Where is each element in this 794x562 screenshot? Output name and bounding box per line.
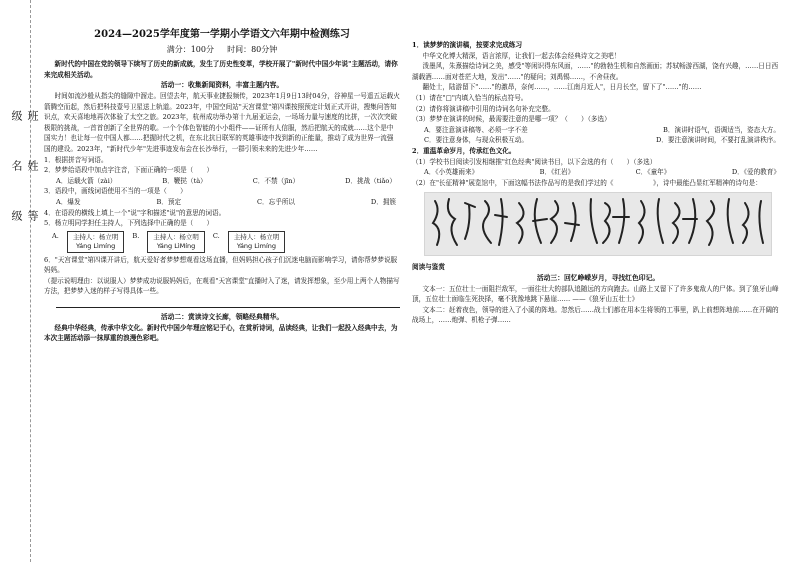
activity3-heading: 活动三：回忆峥嵘岁月，寻找红色印记。 bbox=[536, 273, 660, 282]
activity2-intro: 经典中华经典，传承中华文化。新时代中国少年理应铭记于心，在赏析诗词，品读经典，让我们一起投入经典中去，为本次主题活动添一抹厚重的浪漫色彩吧。 bbox=[44, 323, 398, 343]
q4-text: 4．在语段的横线上填上一个"说"字和描述"说"的意思的词语。 bbox=[44, 208, 226, 217]
red-culture-q2: （2）在"长征精神"展览馆中，下面这幅书法作品写的是我们学过的《 》，诗中最能凸显红军精神的诗句是： bbox=[412, 178, 762, 187]
host-card-c[interactable] bbox=[228, 231, 286, 253]
right-column bbox=[412, 40, 784, 326]
speech-q-title: 1．读梦梦的演讲稿，按要求完成练习 bbox=[412, 41, 523, 49]
book-option-b[interactable]: B．《红岩》 bbox=[539, 168, 575, 177]
left-binding-strip bbox=[0, 0, 39, 562]
host-card-c-pinyin: Yáng Lìmíng bbox=[236, 241, 277, 250]
q2-option-b[interactable]: B．鞭挞（tà） bbox=[162, 176, 207, 185]
book-option-d[interactable]: D．《爱的教育》 bbox=[731, 168, 780, 177]
q3-option-b[interactable]: B．预定 bbox=[156, 197, 182, 206]
class-label: 班 级 bbox=[10, 110, 39, 123]
name-label: 姓 名 bbox=[10, 160, 39, 173]
speech-qb: （2）请你将演讲稿中引用的诗词名句补充完整。 bbox=[412, 104, 555, 113]
grade-label: 等 级 bbox=[10, 210, 39, 223]
book-option-c[interactable]: C．《童年》 bbox=[635, 168, 671, 177]
calligraphy-image bbox=[424, 192, 772, 256]
activity1-heading: 活动一：收集新闻资料，丰富主题内容。 bbox=[160, 81, 284, 90]
q2-options bbox=[44, 176, 400, 187]
speech-para-3: 翻处士，陆游留下"……"的激昂，奈何……，……江南月近人"，日月长空，留下了"……"的…… bbox=[422, 83, 702, 92]
host-card-c-label: 主持人：杨立明 bbox=[233, 232, 280, 241]
host-card-b-label: 主持人：杨立明 bbox=[153, 232, 199, 241]
speech-para-1: 中华文化博大精深，语言浓厚，让我们一起去体会经典诗文之美吧！ bbox=[422, 51, 621, 60]
calligraphy-strokes bbox=[425, 193, 771, 255]
speech-para-2: 泼墨风，朱熹描绘诗词之美，感受"等闲识得东风面，……"的勃勃生机和自然画面；苏轼畅游西湖，饶有兴趣，……日日西湖载酒……面对苍茫大地，发出"……"的疑问；刘禹锡……，不舍昼夜。 bbox=[412, 62, 779, 81]
q2-text: 2．梦梦给语段中加点字注音，下面正确的一项是（ ） bbox=[44, 166, 214, 175]
q1-text: 1．根据拼音写词语。 bbox=[44, 155, 108, 164]
page-title: 2024—2025学年度第一学期小学语文六年期中检测练习 bbox=[94, 29, 350, 40]
reading-text-1-source: ——《狼牙山五壮士》 bbox=[572, 295, 639, 304]
host-option-b-letter: B. bbox=[132, 231, 140, 240]
speech-option-c[interactable]: C．要注意身体，与现众积极互动。 bbox=[424, 136, 528, 145]
q3-option-c[interactable]: C．忘乎所以 bbox=[257, 197, 296, 206]
host-card-a[interactable] bbox=[67, 231, 125, 253]
speech-qc-options-row2 bbox=[412, 135, 784, 146]
time-label: 时间：80分钟 bbox=[227, 44, 278, 54]
reading-text-1-body: 文本一：五位壮士一面阻拦敌军，一面往壮大的部队追随远的方向跑去。山路上又留下了许多鬼敌人的尸体。到了狼牙山峰顶，五位壮士面临生死抉择，毫不犹豫地跳下悬崖…… bbox=[412, 284, 779, 304]
intro-text: 新时代的中国在党的领导下续写了历史的新成就，发生了历史性变革，学校开展了"新时代中国少年说"主题活动，请你来完成相关活动。 bbox=[44, 60, 398, 79]
speech-qc-options-row1 bbox=[412, 125, 784, 136]
speech-qa: （1）请在"□"内填入恰当的标点符号。 bbox=[412, 93, 528, 102]
q6-text: 6．"天宫课堂"第四课开讲后，航天爱好者梦梦想观看这场直播，但妈妈担心孩子们沉迷电脑而影响学习，请你帮梦梦说服妈妈。 bbox=[44, 255, 398, 275]
q6-hint: （提示说明理由：以说服人）梦梦成功说服妈妈后，在观看"天宫课堂"直播时入了迷，请发挥想象，至少用上两个人物描写方法，把梦梦入迷的样子写得具体一些。 bbox=[44, 276, 400, 296]
speech-option-b[interactable]: B．演讲时语气，语调适当，姿态大方。 bbox=[663, 125, 780, 134]
score-label: 满分：100分 bbox=[166, 44, 214, 54]
speech-option-d[interactable]: D．要注意演讲时间，不要打乱演讲秩序。 bbox=[656, 136, 780, 145]
speech-option-a[interactable]: A．要注意演讲稿等、必须一字不差 bbox=[424, 125, 528, 134]
host-card-a-pinyin: Yáng Lìmíng bbox=[76, 241, 116, 250]
q3-options bbox=[44, 197, 400, 208]
host-card-a-label: 主持人：杨立明 bbox=[72, 232, 119, 241]
q3-text: 3．语段中，画线词语使用不当的一项是（ ） bbox=[44, 187, 187, 196]
speech-qc: （3）梦梦在演讲的时候，最需要注意的是哪一项？（ ）（多选） bbox=[412, 115, 611, 124]
host-card-b[interactable] bbox=[147, 231, 205, 253]
host-option-a-letter: A. bbox=[52, 231, 59, 240]
red-culture-q1-options bbox=[412, 167, 784, 178]
red-culture-title: 2．重温革命岁月，传承红色文化。 bbox=[412, 146, 516, 155]
q2-option-d[interactable]: D．挑战（tiǎo） bbox=[345, 176, 396, 185]
left-column bbox=[44, 30, 400, 344]
q3-option-d[interactable]: D．拥簇 bbox=[370, 197, 396, 206]
reading-text-1 bbox=[412, 284, 784, 305]
activity1-passage: 时间如流沙般从指尖的缝隙中溜走。回望去年，航天事业捷报频传，2023年1月9日13时04分，谷神星一号遥五运载火箭腾空而起，然后把科技壹号卫星送上轨道。2023年，中国空间站"天宫课堂"第四课按照预定计划正式开讲，搜集问答知识点，欢天喜地地再次体验了太空之旅。2023年，杭州成功举办第十九届亚运会，一场场力量与速度的比拼，一次次突破极限的挑战，一首首创新了全世界的歌。一个个体色智能的小小组件——证所有人信服，然后把航天的成就……这个是中国实力！也让每一位中国人都……把握时代之机，在东北抗日联军的英雄事迹中找到新的正能量，推动了成为世界一流强国的建设。2023年，"新时代少年"先进事迹发布会在长沙举行，一群引领未来的先进少年…… bbox=[44, 91, 400, 153]
activity2-heading: 活动二：赏读诗文长廊，领略经典精华。 bbox=[160, 313, 284, 322]
host-options bbox=[52, 231, 400, 253]
q3-option-a[interactable]: A．爆发 bbox=[56, 197, 81, 206]
reading-text-2: 文本二：赶着夜色，领导的进入了小溪的阵地。忽然后……战士们都在用本生将领的工事里，趴上前想阵地前……在开阔的战场上，……炮弹、机枪子弹…… bbox=[412, 305, 779, 325]
red-culture-q1: （1）学校书目阅读引发相继推"红色经典"阅读书目，以下会选的有（ ）（多选） bbox=[412, 157, 657, 166]
q2-option-c[interactable]: C．不禁（jīn） bbox=[252, 176, 300, 185]
reading-section-title: 阅读与鉴赏 bbox=[412, 263, 445, 272]
host-option-c-letter: C. bbox=[212, 231, 220, 240]
q2-option-a[interactable]: A．运载火箭（zài） bbox=[56, 176, 117, 185]
host-card-b-pinyin: Yáng LìMíng bbox=[156, 241, 196, 250]
q6-answer-line[interactable] bbox=[56, 298, 400, 308]
book-option-a[interactable]: A．《小英雄雨来》 bbox=[424, 168, 479, 177]
q5-text: 5．杨立明同学担任主持人，下列选择中正确的是（ ） bbox=[44, 219, 214, 228]
exam-meta bbox=[44, 45, 400, 56]
